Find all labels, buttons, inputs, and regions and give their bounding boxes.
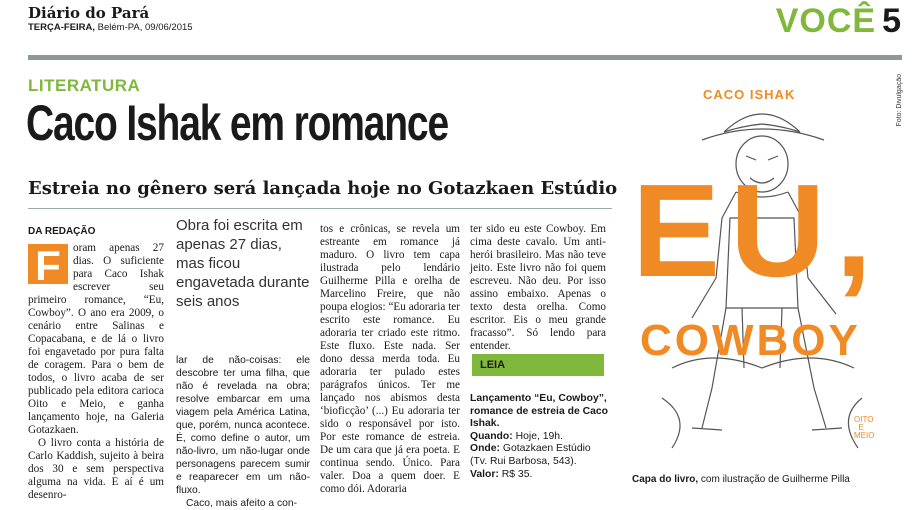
edition-place-date: Belém-PA, 09/06/2015 [95,22,193,33]
edition-date [28,22,193,33]
newspaper-name: Diário do Pará [28,4,150,22]
paragraph: O livro conta a história de Carlo Kaddish, sujeito à beira dos 30 e sem perspectiva alguma na vida. E aí é um desenro- [28,437,164,501]
leia-when [470,431,610,444]
top-rule [28,55,902,60]
section-header [776,2,902,41]
leia-info [470,393,610,481]
pull-quote: Obra foi escrita em apenas 27 dias, mas ficou engavetada durante seis anos [176,217,310,310]
article-headline: Caco Ishak em romance [26,95,448,151]
cover-title-line1: EU, [632,157,883,304]
cover-publisher: OITO E MEIO [854,415,875,440]
leia-when-label: Quando: [470,430,513,442]
article-column-4 [470,223,606,353]
article-column-3 [320,223,460,496]
photo-credit: Foto: Divulgação [896,74,903,127]
leia-label: LEIA [480,359,506,371]
caption-text: com ilustração de Guilherme Pilla [698,474,850,485]
divider [28,208,612,209]
cover-title-line2: COWBOY [640,316,861,365]
article-kicker: LITERATURA [28,76,141,95]
cover-author: CACO ISHAK [703,87,796,102]
leia-when-value: Hoje, 19h. [512,430,563,442]
article-column-1 [28,242,164,502]
leia-where [470,443,610,468]
paragraph: Caco, mais afeito a con- [186,498,298,509]
article-column-2 [176,354,310,510]
caption-bold: Capa do livro, [632,474,699,485]
leia-where-value: Gotazkaen Estúdio (Tv. Rui Barbosa, 543). [470,443,591,467]
page-number: 5 [882,2,902,40]
article-subheadline: Estreia no gênero será lançada hoje no Gotazkaen Estúdio [28,178,618,199]
paragraph: tos e crônicas, se revela um estreante em romance já maduro. O livro tem capa ilustrada pelo lendário Guilherme Pilla e orelha de Marcelino Freire, que não poupa elogios: “Eu adoraria ter escrito este romance. Eu adoraria ter criado este ritmo. Este fluxo. Este nada. Ser dono dessa merda toda. Eu adoraria ter pulado estes parágrafos únicos. Ter me lançado nos abismos desta ‘bioficção’ (...) Eu adoraria ter sido o responsável por isto. Por este romance de estreia. De um cara que já era poeta. E continua sendo. Único. Para valer. Doa a quem doer. E como dói. Adoraria [320,223,460,495]
paragraph: oram apenas 27 dias. O suficiente para Caco Ishak escrever seu primeiro romance, “Eu, Cowboy”. O ano era 2009, o cenário entre Salinas e Copacabana, e de lá o livro foi engavetado por pura falta de coragem. Para o bem de todos, o livro acaba de ser publicado pela editora carioca Oito e Meio, e ganha lançamento hoje, na Galeria Gotazkaen. [28,242,164,436]
byline: DA REDAÇÃO [28,226,96,237]
leia-where-label: Onde: [470,443,501,455]
edition-weekday: TERÇA-FEIRA, [28,22,96,33]
leia-price-label: Valor: [470,468,499,480]
paragraph: ter sido eu este Cowboy. Em cima deste cavalo. Um anti-herói brasileiro. Mas não teve jeito. Este livro não foi quem escreveu. Não deu. Por isso assino embaixo. Apenas o texto desta orelha. Como escritor. Eis o meu grande fracasso”. Só lendo para entender. [470,223,606,352]
image-caption [632,474,850,485]
leia-price-value: R$ 35. [498,468,533,480]
paragraph: lar de não-coisas: ele descobre ter uma filha, que não é revelada na obra; resolve embarcar em uma viagem pela América Latina, que, porém, nunca acontece. É, como define o autor, um não-livro, um não-lugar onde personagens parecem sumir e reaparecer em um não-fluxo. [176,355,310,496]
leia-title: Lançamento “Eu, Cowboy”, romance de estreia de Caco Ishak. [470,393,609,430]
leia-price [470,469,610,482]
drop-cap: F [28,244,68,284]
section-name: VOCÊ [775,2,877,40]
